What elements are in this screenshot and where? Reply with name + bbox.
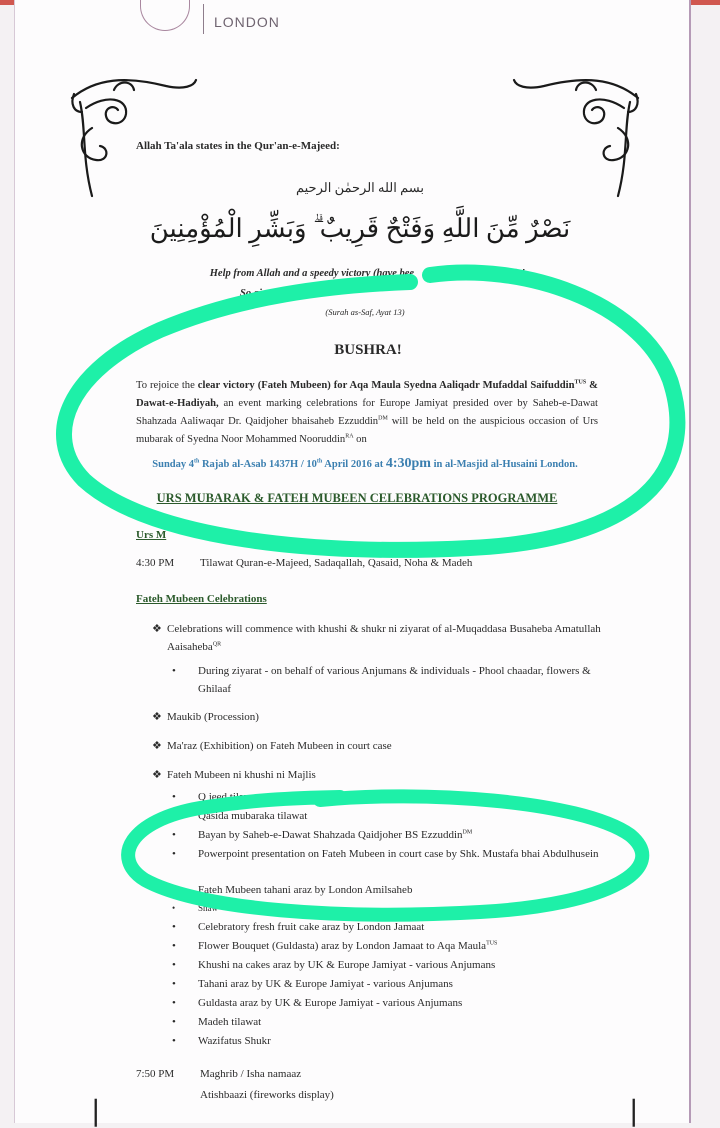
list-item xyxy=(172,1032,602,1050)
programme-title: URS MUBARAK & FATEH MUBEEN CELEBRATIONS PROGRAMME xyxy=(156,491,558,505)
bullet-icon: • xyxy=(172,959,176,971)
list-item xyxy=(172,662,602,698)
diamond-bullet-icon: ❖ xyxy=(152,769,162,781)
date-th-2: th xyxy=(316,458,323,465)
bullet-icon: • xyxy=(172,940,176,952)
dm-sup: DM xyxy=(378,415,388,422)
announcement-text-2: an event marking celebrations for Europe Jamiyat presided over by Saheb-e-Dawat Shahzada Aaliwaqar Dr. Qaidjoher bhaisaheb Ezzuddin xyxy=(136,398,598,427)
ornament-icon: ❘ xyxy=(84,1096,108,1127)
bushra-heading: BUSHRA! xyxy=(334,342,402,358)
bullet-icon: • xyxy=(172,921,176,933)
schedule-desc: Atishbaazi (fireworks display) xyxy=(200,1089,334,1101)
majlis-item: Qasida mubaraka tilawat xyxy=(198,810,308,822)
majlis-item: Tahani araz by UK & Europe Jamiyat - various Anjumans xyxy=(198,978,453,990)
majlis-item: Guldasta araz by UK & Europe Jamiyat - various Anjumans xyxy=(198,997,463,1009)
majlis-item xyxy=(198,826,618,844)
announcement-bold-1: clear victory (Fateh Mubeen) for Aqa Maula Syedna Aaliqadr Mufaddal Saifuddin xyxy=(197,380,575,391)
surah-reference: (Surah as-Saf, Ayat 13) xyxy=(325,307,405,317)
announcement-text-4: on xyxy=(353,434,367,445)
list-item xyxy=(172,788,602,806)
list-item xyxy=(172,807,602,825)
majlis-item: Celebratory fresh fruit cake araz by London Jamaat xyxy=(198,921,425,933)
list-item xyxy=(172,975,602,993)
tus-sup: TUS xyxy=(574,379,587,386)
bullet-icon: • xyxy=(172,903,176,913)
list-item xyxy=(172,994,602,1012)
urs-heading: Urs M xyxy=(136,529,167,541)
quran-ayat: نَصْرٌ مِّنَ اللَّهِ وَفَتْحٌ قَرِيبٌ ۗ وَبَشِّرِ الْمُؤْمِنِينَ xyxy=(149,214,571,243)
majlis-item: Powerpoint presentation on Fateh Mubeen in court case by Shk. Mustafa bhai Abdulhusein xyxy=(198,848,599,860)
corner-ornament-left-icon xyxy=(66,68,198,198)
announcement-text-3: will be held on the auspicious occasion of Urs mubarak of Syedna Noor Mohammed Nooruddin xyxy=(136,416,598,445)
fateh-item-1: Celebrations will commence with khushi & shukr ni ziyarat of al-Muqaddasa Busaheba Amatullah Aaisaheba xyxy=(167,623,601,653)
majlis-item: Khushi na cakes araz by UK & Europe Jamiyat - various Anjumans xyxy=(198,959,496,971)
intro-line: Allah Ta'ala states in the Qur'an-e-Majeed: xyxy=(136,140,340,152)
list-item-text xyxy=(167,620,613,656)
schedule-desc: Maghrib / Isha namaaz xyxy=(200,1068,302,1080)
diamond-bullet-icon: ❖ xyxy=(152,623,162,635)
translation-line-2: So give the xyxy=(240,288,288,299)
bullet-icon: • xyxy=(172,848,176,860)
qr-sup: QR xyxy=(212,641,222,648)
bullet-icon: • xyxy=(172,1016,176,1028)
fateh-item-2: Maukib (Procession) xyxy=(167,711,259,723)
list-item xyxy=(172,845,602,881)
bullet-icon: • xyxy=(172,997,176,1009)
logo-divider xyxy=(203,4,204,34)
list-item xyxy=(172,956,602,974)
list-item xyxy=(152,737,614,755)
majlis-item: Wazifatus Shukr xyxy=(198,1035,271,1047)
bismillah: بسم الله الرحمٰن الرحيم xyxy=(295,180,424,195)
fateh-heading: Fateh Mubeen Celebrations xyxy=(136,593,267,605)
fateh-item-3: Ma'raz (Exhibition) on Fateh Mubeen in court case xyxy=(167,740,392,752)
date-mid: Rajab al-Asab 1437H / 10 xyxy=(199,459,317,470)
fateh-item-1-sub: During ziyarat - on behalf of various Anjumans & individuals - Phool chaadar, flowers & Ghilaaf xyxy=(198,665,591,695)
tus-sup: TUS xyxy=(486,940,498,947)
date-pre: Sunday 4 xyxy=(152,459,194,470)
list-item xyxy=(152,708,614,726)
corner-ornament-right-icon xyxy=(512,68,644,198)
date-post: in al-Masjid al-Husaini London. xyxy=(430,459,578,470)
diamond-bullet-icon: ❖ xyxy=(152,711,162,723)
list-item xyxy=(172,1013,602,1031)
dm-sup: DM xyxy=(462,829,473,836)
majlis-item-text: Bayan by Saheb-e-Dawat Shahzada Qaidjoher BS Ezzuddin xyxy=(198,829,463,841)
list-item xyxy=(172,826,602,844)
bullet-icon: • xyxy=(172,1035,176,1047)
logo-text: LONDON xyxy=(214,14,280,30)
event-time: 4:30pm xyxy=(385,456,431,471)
bullet-icon: • xyxy=(172,665,176,677)
announcement-bold-2: & Dawat-e-Hadiyah, xyxy=(136,380,598,409)
majlis-item: Q jeed tilawat xyxy=(198,791,260,803)
translation-start: Help from Allah and a speedy victory (have bee xyxy=(209,268,415,279)
date-mid-2: April 2016 at xyxy=(322,459,386,470)
diamond-bullet-icon: ❖ xyxy=(152,740,162,752)
fateh-item-4: Fateh Mubeen ni khushi ni Majlis xyxy=(167,769,316,781)
majlis-item: Shaw xyxy=(198,903,218,913)
bullet-icon: • xyxy=(172,791,176,803)
schedule-time: 7:50 PM xyxy=(136,1068,175,1080)
list-item xyxy=(152,766,614,784)
schedule-time: 4:30 PM xyxy=(136,557,175,569)
translation-end: llah) ! xyxy=(498,268,526,279)
majlis-item-text: Flower Bouquet (Guldasta) araz by London Jamaat to Aqa Maula xyxy=(198,940,487,952)
announcement-text-1: To rejoice the xyxy=(136,380,198,391)
list-item xyxy=(172,918,602,936)
schedule-desc: Tilawat Quran-e-Majeed, Sadaqallah, Qasaid, Noha & Madeh xyxy=(200,557,473,569)
ornament-icon: ❘ xyxy=(622,1096,646,1127)
announcement-paragraph xyxy=(136,377,598,449)
ra-sup: RA xyxy=(345,433,354,440)
list-item xyxy=(152,620,614,656)
translation-line-1 xyxy=(0,268,720,279)
list-item xyxy=(172,899,602,917)
bullet-icon: • xyxy=(172,829,176,841)
date-th: th xyxy=(194,458,200,465)
majlis-item: Madeh tilawat xyxy=(198,1016,262,1028)
majlis-item xyxy=(198,937,618,955)
list-item xyxy=(172,881,602,899)
bullet-icon: • xyxy=(172,978,176,990)
event-date xyxy=(0,456,720,472)
list-item xyxy=(172,937,602,955)
majlis-item: Fateh Mubeen tahani araz by London Amilsaheb xyxy=(198,884,413,896)
